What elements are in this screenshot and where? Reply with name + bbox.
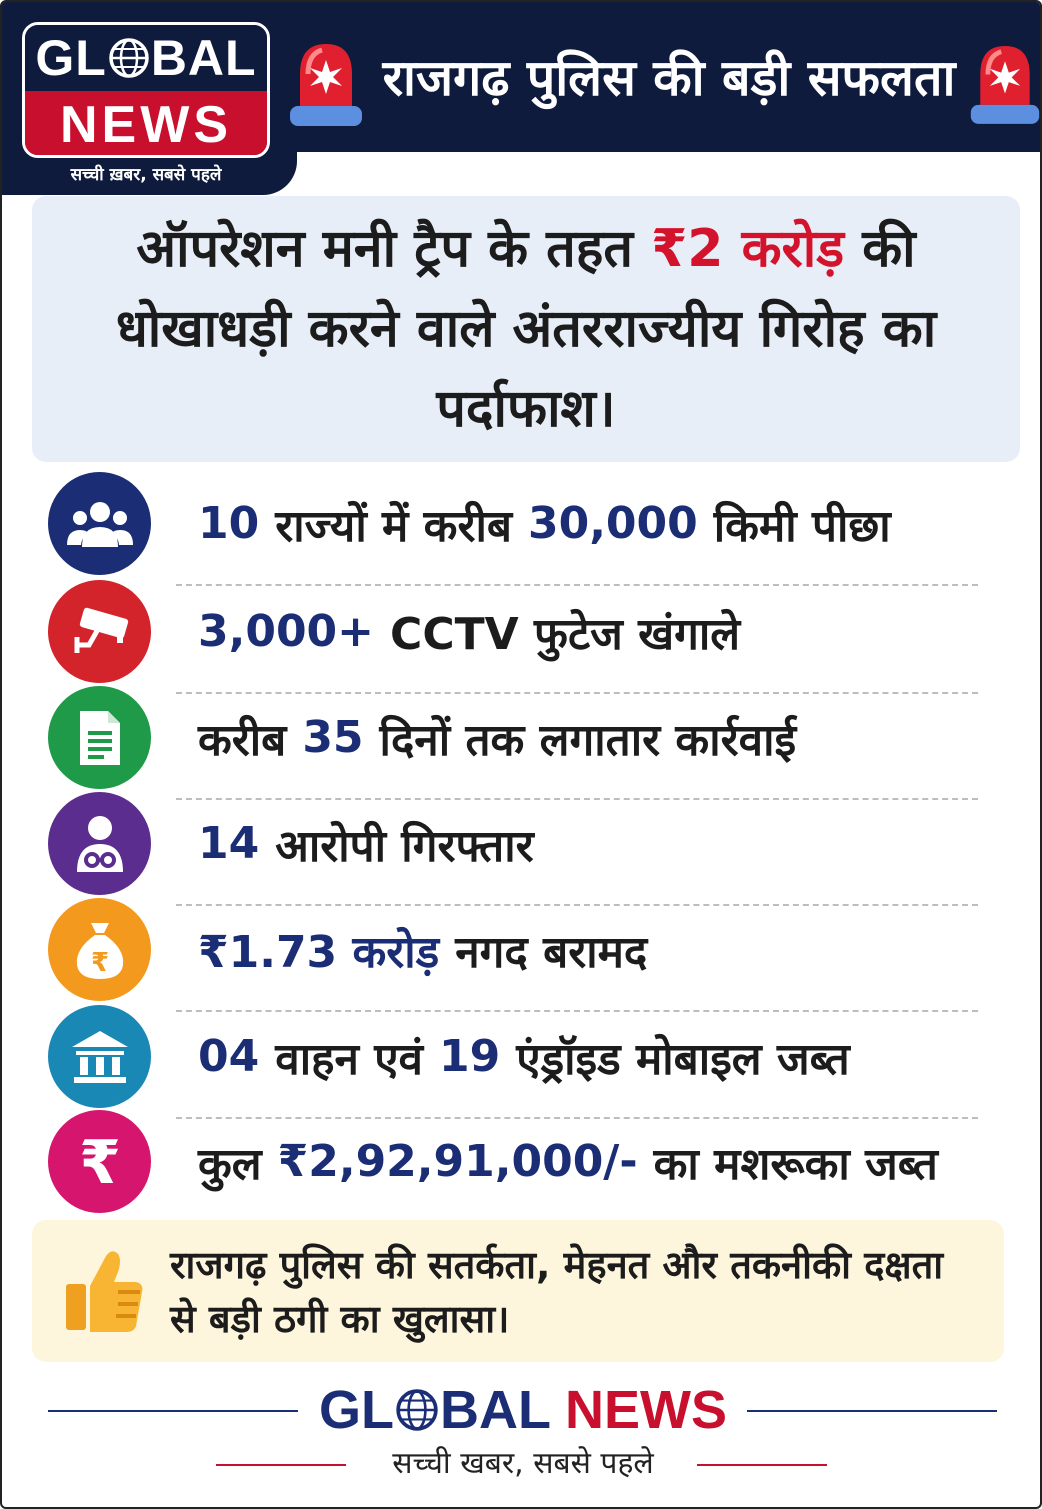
conclusion-note xyxy=(32,1220,1004,1362)
stat-label: CCTV फुटेज खंगाले xyxy=(390,608,741,660)
brand-logo xyxy=(22,22,270,158)
logo-tab xyxy=(2,2,297,195)
document-icon xyxy=(48,686,151,789)
siren-icon xyxy=(286,34,366,134)
logo-text-bal: BAL xyxy=(150,30,257,86)
stat-value: 3,000+ xyxy=(198,606,375,657)
stat-text xyxy=(198,472,907,575)
globe-icon xyxy=(108,37,150,79)
stat-text xyxy=(198,580,756,683)
stat-label: किमी पीछा xyxy=(713,500,891,552)
stat-label: वाहन एवं xyxy=(275,1033,423,1085)
svg-text:₹: ₹ xyxy=(90,947,109,978)
stat-label: एंड्रॉइड मोबाइल जब्त xyxy=(516,1033,850,1085)
stat-text xyxy=(198,1110,954,1213)
stat-value: 14 xyxy=(198,818,260,869)
stat-value: 19 xyxy=(439,1031,501,1082)
stat-label: कुल xyxy=(198,1138,262,1190)
stat-value: ₹2,92,91,000/- xyxy=(277,1136,638,1187)
stat-label: दिनों तक लगातार कार्रवाई xyxy=(379,714,797,766)
stat-row xyxy=(48,580,988,685)
siren-icon xyxy=(967,34,1042,134)
logo-text-gl: GL xyxy=(35,30,107,86)
svg-text:₹: ₹ xyxy=(78,1130,121,1193)
stat-text xyxy=(198,1005,866,1108)
stat-label: का मशरूका जब्त xyxy=(653,1138,938,1190)
header-title: राजगढ़ पुलिस की बड़ी सफलता xyxy=(382,49,956,107)
stat-row xyxy=(48,792,988,897)
handcuffed-person-icon xyxy=(48,792,151,895)
globe-icon xyxy=(395,1388,439,1432)
stat-label: राज्यों में करीब xyxy=(275,500,512,552)
stat-value: 30,000 xyxy=(527,498,698,549)
stat-value: 10 xyxy=(198,498,260,549)
stat-label: नगद बरामद xyxy=(455,926,648,978)
people-group-icon xyxy=(48,472,151,575)
logo-tagline: सच्ची ख़बर, सबसे पहले xyxy=(70,165,222,185)
footer-brand: GL BAL NEWS xyxy=(2,1378,1042,1442)
stat-row xyxy=(48,472,988,577)
stat-row xyxy=(48,686,988,791)
stat-row xyxy=(48,898,988,1003)
stat-text xyxy=(198,898,663,1001)
bank-icon xyxy=(48,1005,151,1108)
stat-value: ₹1.73 करोड़ xyxy=(198,926,440,978)
stat-text xyxy=(198,792,550,895)
stat-label: करीब xyxy=(198,714,287,766)
headline-text: ऑपरेशन मनी ट्रैप के तहत ₹2 करोड़ की धोखाधड़ी करने वाले अंतरराज्यीय गिरोह का पर्दाफाश। xyxy=(115,219,937,439)
stat-row xyxy=(48,1005,988,1110)
headline-box xyxy=(32,196,1020,462)
stat-row xyxy=(48,1110,988,1215)
stat-label: आरोपी गिरफ्तार xyxy=(275,820,534,872)
stat-value: 35 xyxy=(302,712,364,763)
cctv-camera-icon xyxy=(48,580,151,683)
note-text: राजगढ़ पुलिस की सतर्कता, मेहनत और तकनीकी दक्षता से बड़ी ठगी का खुलासा। xyxy=(170,1243,944,1341)
footer-tagline: सच्ची खबर, सबसे पहले xyxy=(2,1442,1042,1486)
thumbs-up-icon xyxy=(62,1246,146,1336)
stat-value: 04 xyxy=(198,1031,260,1082)
rupee-icon xyxy=(48,1110,151,1213)
logo-news: NEWS xyxy=(25,91,267,158)
money-bag-icon xyxy=(48,898,151,1001)
headline-amount: ₹2 करोड़ xyxy=(651,219,845,279)
stat-text xyxy=(198,686,812,789)
